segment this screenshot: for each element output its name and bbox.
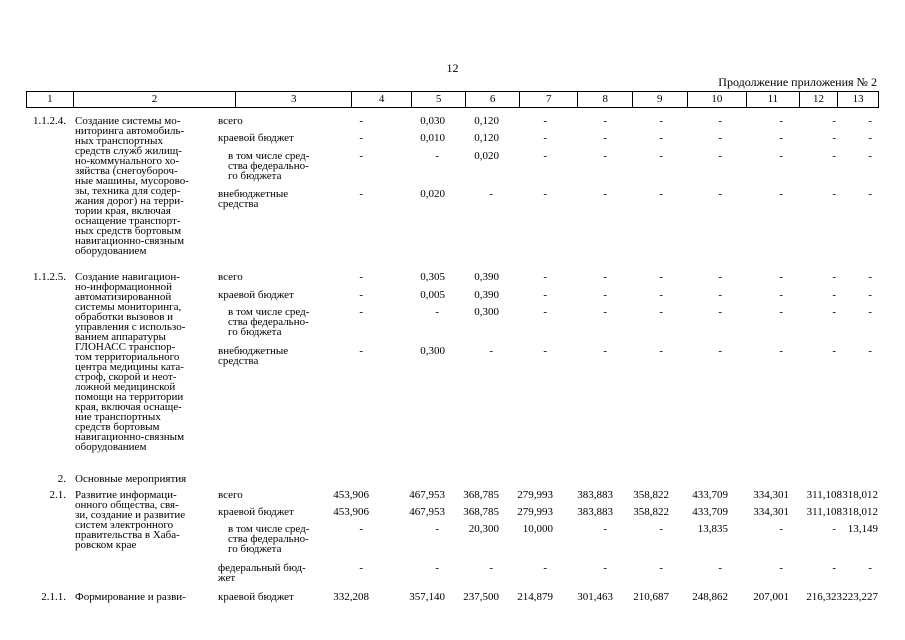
funding-source: в том числе сред- ства федерально- го бюджета	[228, 523, 310, 555]
value-cell: -	[659, 115, 663, 127]
value-cell: -	[435, 562, 439, 574]
value-cell: -	[659, 345, 663, 357]
row-name: Создание системы мо- ниторинга автомобиль- ных транспортных средств служб жилищ- но-коммунального хо- зяйства (снегоубороч- ные машины, мусорово- зы, техника для содер- жания дорог) на терри- тории края, включая оснащение транспорт- ных средств бортовым навигационно-связным оборудованием	[75, 115, 189, 257]
value-cell: -	[359, 562, 363, 574]
value-cell: 383,883	[577, 489, 613, 501]
header-cell-11: 11	[747, 92, 800, 107]
value-cell: -	[718, 271, 722, 283]
value-cell: -	[359, 523, 363, 535]
funding-source: в том числе сред- ства федерально- го бюджета	[228, 306, 310, 338]
value-cell: 318,012	[842, 506, 878, 518]
row-code: 1.1.2.5.	[33, 271, 66, 283]
header-cell-7: 7	[520, 92, 579, 107]
value-cell: 207,001	[753, 591, 789, 603]
value-cell: -	[659, 562, 663, 574]
value-cell: 0,020	[474, 150, 499, 162]
value-cell: 358,822	[633, 489, 669, 501]
value-cell: 0,390	[474, 271, 499, 283]
value-cell: -	[543, 188, 547, 200]
value-cell: -	[659, 188, 663, 200]
value-cell: -	[543, 271, 547, 283]
header-cell-12: 12	[800, 92, 839, 107]
value-cell: 0,390	[474, 289, 499, 301]
value-cell: -	[868, 306, 872, 318]
value-cell: -	[718, 306, 722, 318]
value-cell: -	[779, 115, 783, 127]
value-cell: -	[868, 345, 872, 357]
value-cell: 0,120	[474, 115, 499, 127]
header-cell-6: 6	[466, 92, 520, 107]
value-cell: 357,140	[409, 591, 445, 603]
value-cell: 0,300	[420, 345, 445, 357]
value-cell: -	[868, 150, 872, 162]
value-cell: 467,953	[409, 489, 445, 501]
value-cell: 210,687	[633, 591, 669, 603]
value-cell: 248,862	[692, 591, 728, 603]
value-cell: -	[779, 188, 783, 200]
value-cell: -	[659, 150, 663, 162]
value-cell: 334,301	[753, 489, 789, 501]
value-cell: -	[832, 306, 836, 318]
value-cell: -	[779, 523, 783, 535]
value-cell: 0,300	[474, 306, 499, 318]
value-cell: 334,301	[753, 506, 789, 518]
row-code: 2.	[57, 473, 66, 485]
value-cell: 0,005	[420, 289, 445, 301]
row-code: 1.1.2.4.	[33, 115, 66, 127]
value-cell: -	[543, 132, 547, 144]
funding-source: федеральный бюд- жет	[218, 562, 306, 584]
value-cell: -	[779, 289, 783, 301]
value-cell: 311,108	[806, 489, 842, 501]
value-cell: -	[832, 523, 836, 535]
value-cell: 0,120	[474, 132, 499, 144]
value-cell: 10,000	[522, 523, 553, 535]
value-cell: 279,993	[517, 489, 553, 501]
value-cell: 433,709	[692, 506, 728, 518]
value-cell: -	[359, 132, 363, 144]
value-cell: 0,305	[420, 271, 445, 283]
funding-source: всего	[218, 489, 243, 501]
value-cell: -	[659, 289, 663, 301]
value-cell: -	[832, 289, 836, 301]
value-cell: -	[718, 289, 722, 301]
row-name: Создание навигацион- но-информационной автоматизированной системы мониторинга, обработки вызовов и управления с использо- ванием аппаратуры ГЛОНАСС транспор- том территориального центра медицины ката- строф, скорой и неот- ложной медицинской помощи на территории края, включая оснаще- ние транспортных средств бортовым навигационно-связным оборудованием	[75, 271, 186, 453]
value-cell: 216,323	[806, 591, 842, 603]
value-cell: -	[603, 523, 607, 535]
value-cell: -	[359, 289, 363, 301]
value-cell: 383,883	[577, 506, 613, 518]
value-cell: 13,835	[697, 523, 728, 535]
funding-source: краевой бюджет	[218, 289, 294, 301]
value-cell: -	[359, 115, 363, 127]
value-cell: -	[779, 562, 783, 574]
value-cell: -	[543, 115, 547, 127]
header-cell-2: 2	[74, 92, 237, 107]
value-cell: -	[832, 115, 836, 127]
funding-source: краевой бюджет	[218, 132, 294, 144]
value-cell: 279,993	[517, 506, 553, 518]
value-cell: -	[832, 150, 836, 162]
value-cell: 368,785	[463, 489, 499, 501]
value-cell: -	[868, 132, 872, 144]
header-cell-3: 3	[236, 92, 352, 107]
continuation-label: Продолжение приложения № 2	[718, 75, 877, 89]
table-header-row	[26, 91, 879, 108]
value-cell: -	[868, 562, 872, 574]
value-cell: -	[718, 345, 722, 357]
value-cell: -	[603, 271, 607, 283]
value-cell: -	[868, 289, 872, 301]
funding-source: всего	[218, 115, 243, 127]
value-cell: 453,906	[333, 489, 369, 501]
value-cell: -	[543, 150, 547, 162]
value-cell: -	[659, 523, 663, 535]
value-cell: -	[659, 306, 663, 318]
funding-source: краевой бюджет	[218, 591, 294, 603]
value-cell: -	[603, 115, 607, 127]
header-cell-9: 9	[633, 92, 688, 107]
value-cell: 358,822	[633, 506, 669, 518]
header-cell-4: 4	[352, 92, 412, 107]
value-cell: 301,463	[577, 591, 613, 603]
value-cell: -	[659, 271, 663, 283]
row-name: Развитие информаци- онного общества, свя- зи, создание и развитие систем электронного правительства в Хаба- ровском крае	[75, 489, 186, 551]
funding-source: внебюджетные средства	[218, 345, 289, 367]
value-cell: 368,785	[463, 506, 499, 518]
value-cell: -	[489, 188, 493, 200]
funding-source: в том числе сред- ства федерально- го бюджета	[228, 150, 310, 182]
value-cell: -	[603, 345, 607, 357]
header-cell-1: 1	[27, 92, 74, 107]
value-cell: -	[779, 306, 783, 318]
value-cell: -	[868, 115, 872, 127]
value-cell: -	[543, 562, 547, 574]
value-cell: -	[868, 188, 872, 200]
row-name: Основные мероприятия	[75, 473, 187, 485]
row-code: 2.1.	[49, 489, 66, 501]
value-cell: -	[718, 132, 722, 144]
value-cell: -	[779, 132, 783, 144]
value-cell: -	[359, 150, 363, 162]
value-cell: -	[779, 271, 783, 283]
value-cell: -	[832, 132, 836, 144]
value-cell: -	[779, 150, 783, 162]
funding-source: внебюджетные средства	[218, 188, 289, 210]
header-cell-8: 8	[578, 92, 633, 107]
value-cell: -	[489, 345, 493, 357]
value-cell: -	[832, 345, 836, 357]
value-cell: -	[359, 271, 363, 283]
value-cell: 20,300	[468, 523, 499, 535]
row-name: Формирование и разви-	[75, 591, 186, 603]
value-cell: -	[603, 150, 607, 162]
value-cell: 13,149	[847, 523, 878, 535]
header-cell-5: 5	[412, 92, 467, 107]
value-cell: -	[659, 132, 663, 144]
value-cell: -	[603, 289, 607, 301]
value-cell: -	[435, 523, 439, 535]
value-cell: -	[832, 188, 836, 200]
value-cell: 214,879	[517, 591, 553, 603]
header-cell-13: 13	[838, 92, 879, 107]
value-cell: -	[718, 188, 722, 200]
value-cell: -	[868, 271, 872, 283]
value-cell: -	[603, 188, 607, 200]
value-cell: 0,010	[420, 132, 445, 144]
value-cell: 332,208	[333, 591, 369, 603]
value-cell: -	[718, 150, 722, 162]
value-cell: -	[543, 306, 547, 318]
funding-source: всего	[218, 271, 243, 283]
value-cell: 467,953	[409, 506, 445, 518]
value-cell: 237,500	[463, 591, 499, 603]
value-cell: -	[603, 306, 607, 318]
value-cell: -	[718, 562, 722, 574]
value-cell: -	[832, 562, 836, 574]
value-cell: -	[489, 562, 493, 574]
value-cell: -	[543, 345, 547, 357]
value-cell: -	[779, 345, 783, 357]
value-cell: 311,108	[806, 506, 842, 518]
value-cell: -	[435, 150, 439, 162]
value-cell: -	[435, 306, 439, 318]
value-cell: 318,012	[842, 489, 878, 501]
funding-source: краевой бюджет	[218, 506, 294, 518]
page-number: 12	[446, 61, 459, 75]
value-cell: -	[359, 306, 363, 318]
value-cell: 433,709	[692, 489, 728, 501]
value-cell: -	[832, 271, 836, 283]
value-cell: -	[603, 562, 607, 574]
value-cell: -	[359, 345, 363, 357]
header-cell-10: 10	[688, 92, 748, 107]
row-code: 2.1.1.	[41, 591, 66, 603]
value-cell: 223,227	[842, 591, 878, 603]
value-cell: -	[603, 132, 607, 144]
value-cell: 0,030	[420, 115, 445, 127]
value-cell: -	[359, 188, 363, 200]
value-cell: -	[543, 289, 547, 301]
value-cell: 453,906	[333, 506, 369, 518]
value-cell: 0,020	[420, 188, 445, 200]
value-cell: -	[718, 115, 722, 127]
